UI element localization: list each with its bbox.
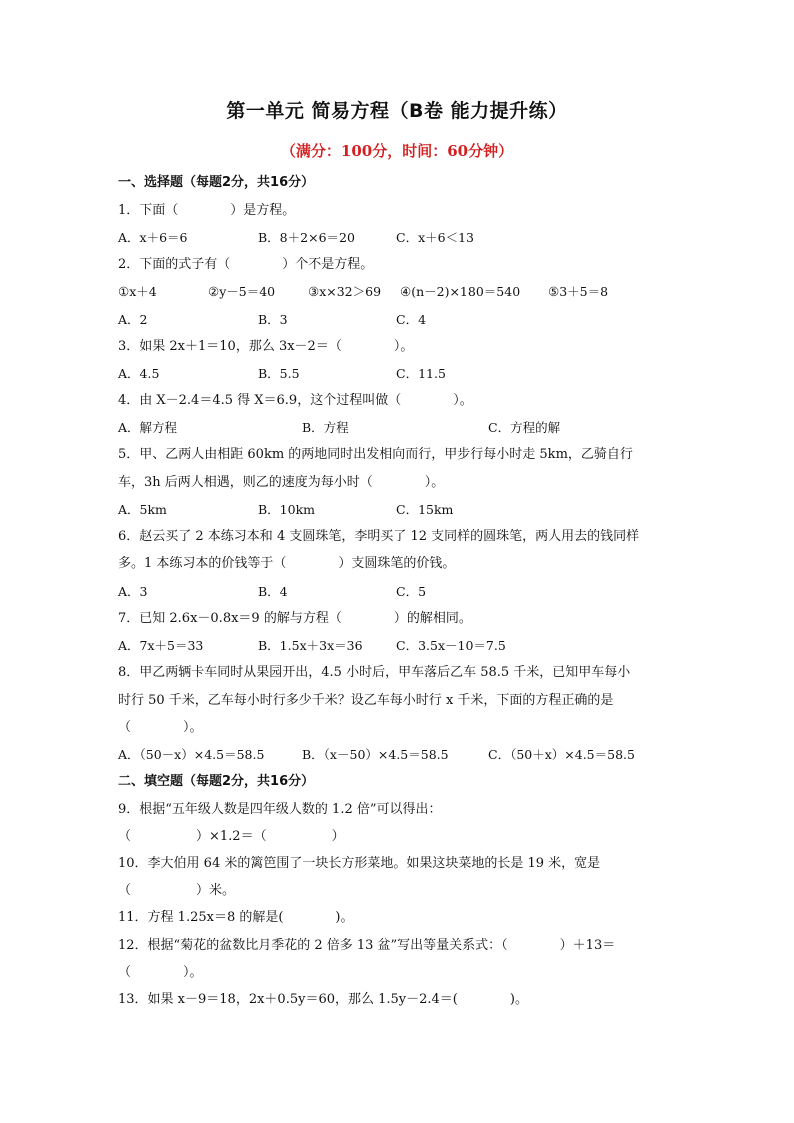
q6-option-b: B．4 (258, 584, 288, 599)
question-8-line-1: 8．甲乙两辆卡车同时从果园开出，4.5 小时后，甲车落后乙车 58.5 千米，已知甲车每小 (118, 665, 631, 680)
question-8-line-2: 时行 50 千米，乙车每小时行多少千米？设乙车每小时行 x 千米，下面的方程正确的是 (118, 693, 614, 708)
q4-option-a: A．解方程 (118, 420, 178, 435)
question-10-line-2: （ ）米。 (118, 883, 236, 898)
q5-option-a: A．5km (118, 502, 167, 517)
q2-expression-3: ③x×32＞69 (308, 284, 382, 299)
question-10-line-1: 10．李大伯用 64 米的篱笆围了一块长方形菜地。如果这块菜地的长是 19 米，宽是 (118, 856, 601, 871)
q1-option-c: C．x＋6＜13 (396, 230, 474, 245)
question-9-line-2: （ ）×1.2＝（ ） (118, 829, 345, 844)
question-8-line-3: （ ）。 (118, 720, 203, 735)
q4-option-c: C．方程的解 (488, 420, 561, 435)
section-heading-fill: 二、填空题（每题2分，共16分） (118, 774, 315, 789)
q2-option-b: B．3 (258, 312, 288, 327)
question-12-line-2: （ ）。 (118, 965, 203, 980)
q5-option-b: B．10km (258, 502, 316, 517)
question-5-line-2: 车，3h 后两人相遇，则乙的速度为每小时（ ）。 (118, 475, 445, 490)
q2-expression-5: ⑤3＋5＝8 (548, 284, 609, 299)
q8-option-b: B．（x－50）×4.5＝58.5 (302, 747, 449, 762)
q7-option-c: C．3.5x－10＝7.5 (396, 638, 506, 653)
q7-option-a: A．7x＋5＝33 (118, 638, 204, 653)
question-4: 4．由 X－2.4＝4.5 得 X＝6.9，这个过程叫做（ ）。 (118, 393, 473, 408)
q1-option-b: B．8＋2×6＝20 (258, 230, 355, 245)
question-12-line-1: 12．根据“菊花的盆数比月季花的 2 倍多 13 盆”写出等量关系式：（ ）＋13＝ (118, 938, 616, 953)
question-6-line-2: 多。1 本练习本的价钱等于（ ）支圆珠笔的价钱。 (118, 556, 456, 571)
q8-option-c: C．（50＋x）×4.5＝58.5 (488, 747, 635, 762)
page-subtitle: （满分：100分，时间：60分钟） (280, 142, 514, 160)
section-heading-choice: 一、选择题（每题2分，共16分） (118, 175, 315, 190)
q2-expression-1: ①x＋4 (118, 284, 157, 299)
q3-option-a: A．4.5 (118, 366, 160, 381)
question-7: 7．已知 2.6x－0.8x＝9 的解与方程（ ）的解相同。 (118, 611, 472, 626)
page-title: 第一单元 简易方程（B卷 能力提升练） (226, 100, 568, 122)
q3-option-c: C．11.5 (396, 366, 446, 381)
q2-expression-2: ②y－5＝40 (208, 284, 276, 299)
question-2: 2．下面的式子有（ ）个不是方程。 (118, 257, 374, 272)
q2-option-c: C．4 (396, 312, 427, 327)
q4-option-b: B．方程 (302, 420, 349, 435)
q2-expression-4: ④(n－2)×180＝540 (400, 284, 521, 299)
question-9-line-1: 9．根据“五年级人数是四年级人数的 1.2 倍”可以得出： (118, 802, 442, 817)
question-1: 1．下面（ ）是方程。 (118, 203, 296, 218)
question-11: 11．方程 1.25x＝8 的解是( )。 (118, 910, 354, 925)
q3-option-b: B．5.5 (258, 366, 300, 381)
q5-option-c: C．15km (396, 502, 454, 517)
question-3: 3．如果 2x＋1＝10，那么 3x－2＝（ ）。 (118, 339, 414, 354)
q8-option-a: A．（50－x）×4.5＝58.5 (118, 747, 265, 762)
q6-option-a: A．3 (118, 584, 148, 599)
q2-option-a: A．2 (118, 312, 148, 327)
q7-option-b: B．1.5x＋3x＝36 (258, 638, 363, 653)
q6-option-c: C．5 (396, 584, 427, 599)
question-13: 13．如果 x－9＝18，2x＋0.5y＝60，那么 1.5y－2.4＝( )。 (118, 992, 528, 1007)
question-6-line-1: 6．赵云买了 2 本练习本和 4 支圆珠笔，李明买了 12 支同样的圆珠笔，两人用去的钱同样 (118, 529, 640, 544)
q1-option-a: A．x＋6＝6 (118, 230, 188, 245)
question-5-line-1: 5．甲、乙两人由相距 60km 的两地同时出发相向而行，甲步行每小时走 5km，乙骑自行 (118, 447, 633, 462)
